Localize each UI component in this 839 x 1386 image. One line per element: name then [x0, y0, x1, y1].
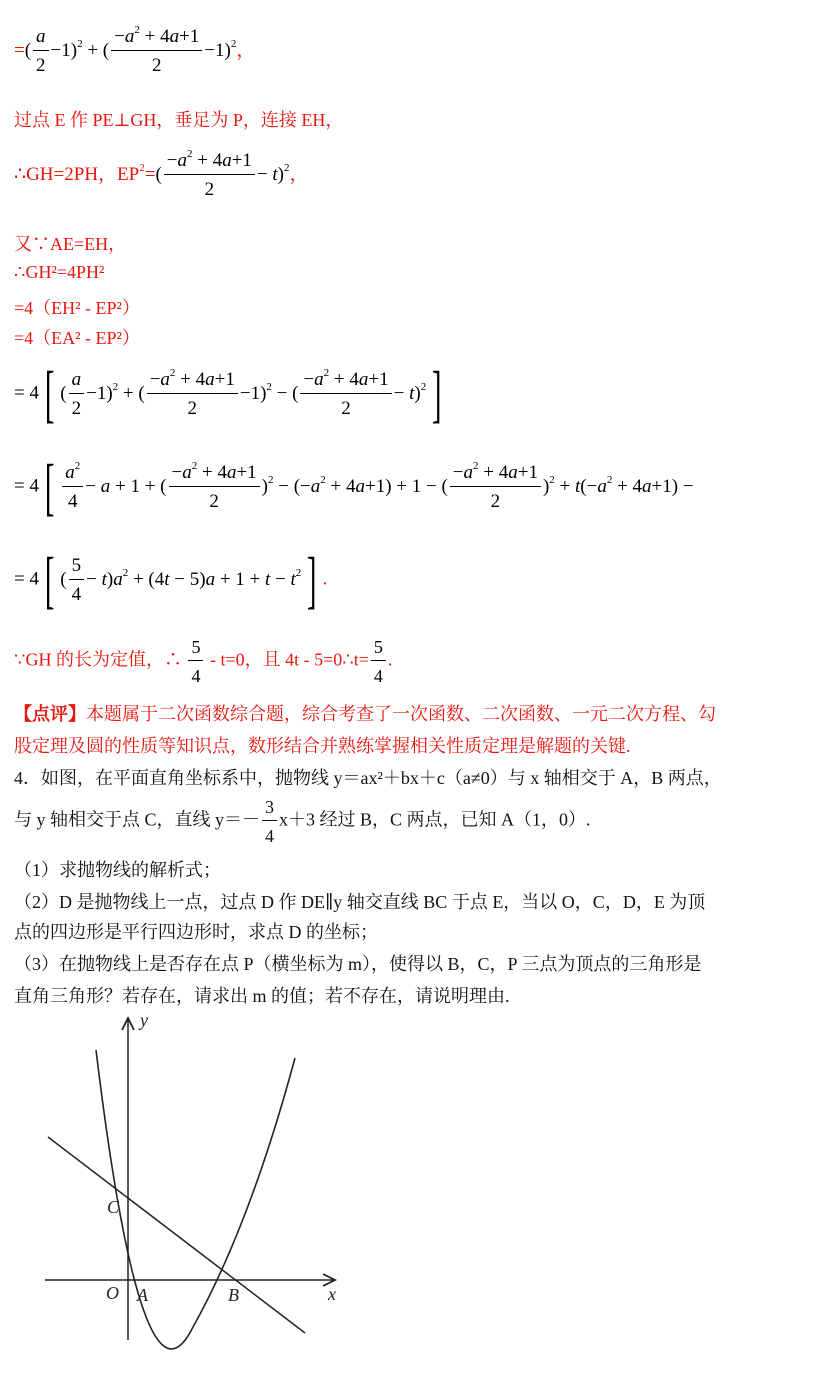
- problem-stem-line-2: 与 y 轴相交于点 C，直线 y＝－ $\frac{3}{4}$ x＋3 经过 B，C 两点，已知 A（1，0）.: [14, 797, 591, 846]
- label-B: B: [228, 1285, 239, 1305]
- question-3-line-2: 直角三角形？若存在，请求出 m 的值；若不存在，请说明理由.: [14, 986, 510, 1006]
- comment-body-1: 本题属于二次函数综合题，综合考查了一次函数、二次函数、一元二次方程、勾: [86, 704, 716, 724]
- therefore-gh-text: ∴GH=2PH，EP: [14, 163, 140, 185]
- line-bc: [48, 1137, 305, 1333]
- question-2-line-2: 点的四边形是平行四边形时，求点 D 的坐标；: [14, 922, 378, 942]
- question-2-line-1: （2）D 是抛物线上一点，过点 D 作 DE∥y 轴交直线 BC 于点 E，当以 O，C，D，E 为顶: [14, 892, 706, 912]
- problem-number: 4．: [14, 768, 41, 788]
- solution-text-perpendicular: 过点 E 作 PE⊥GH，垂足为 P，连接 EH，: [14, 110, 344, 130]
- equation-bracket-3: = 4[ ( $\frac{5}{4}$ − $t)a^2 + (4t - 5)a + 1 + t - t^2$] .: [14, 544, 328, 615]
- step-ea-ep: =4（EA² - EP²）: [14, 328, 140, 348]
- label-y: y: [140, 1010, 148, 1030]
- parabola-figure: [30, 1010, 360, 1350]
- equation-line-gh-ph: ∴GH=2PH，$EP^2=$( $\frac{-a^2 + 4a+1}{2}$ − t)$^2$，: [14, 148, 309, 200]
- label-C: C: [107, 1197, 120, 1217]
- question-1: （1）求抛物线的解析式；: [14, 860, 221, 880]
- label-x: x: [328, 1284, 336, 1304]
- step-eh-ep: =4（EH² - EP²）: [14, 298, 140, 318]
- comment-label: 【点评】: [14, 704, 86, 724]
- since-ae-eh: 又∵AE=EH，: [14, 234, 127, 254]
- question-3-line-1: （3）在抛物线上是否存在点 P（横坐标为 m），使得以 B，C，P 三点为顶点的三角形是: [14, 954, 702, 974]
- equation-bracket-1: = 4[ ( $\frac{a}{2}$ −1)$^2$ + ( $\frac{-a^2 + 4a+1}{2}$ −1)$^2$ − ( $\frac{-a^2 + 4a+1}{2}$ − t)$^2$]: [14, 358, 442, 429]
- constant-condition-line: ∵GH 的长为定值，∴ $\frac{5}{4}$ - t=0，且 4t - 5=0∴t= $\frac{5}{4}$ .: [14, 637, 393, 686]
- comment-line-1: [14, 700, 716, 726]
- gh-squared: ∴GH²=4PH²: [14, 262, 105, 282]
- equation-line-1: =( $\frac{a}{2}$ −1)$^2$ + ( $\frac{-a^2 + 4a+1}{2}$ −1)$^2$，: [14, 24, 256, 76]
- comment-line-2: 股定理及圆的性质等知识点，数形结合并熟练掌握相关性质定理是解题的关键.: [14, 736, 631, 756]
- problem-stem-line-1: 4．如图，在平面直角坐标系中，抛物线 y＝ax²＋bx＋c（a≠0）与 x 轴相交于 A，B 两点，: [14, 768, 722, 788]
- equation-bracket-2: = 4[ $\frac{a^2}{4}$ − a + 1 + ( $\frac{-a^2 + 4a+1}{2}$ )$^2 - (-a^2 + 4a+1) + 1$ − ( $\frac{-a^2 + 4a+1}{2}$ )$^2 + t(-a^2 + 4a+1)$ −: [14, 451, 694, 522]
- label-A: A: [137, 1285, 148, 1305]
- label-O: O: [106, 1283, 119, 1303]
